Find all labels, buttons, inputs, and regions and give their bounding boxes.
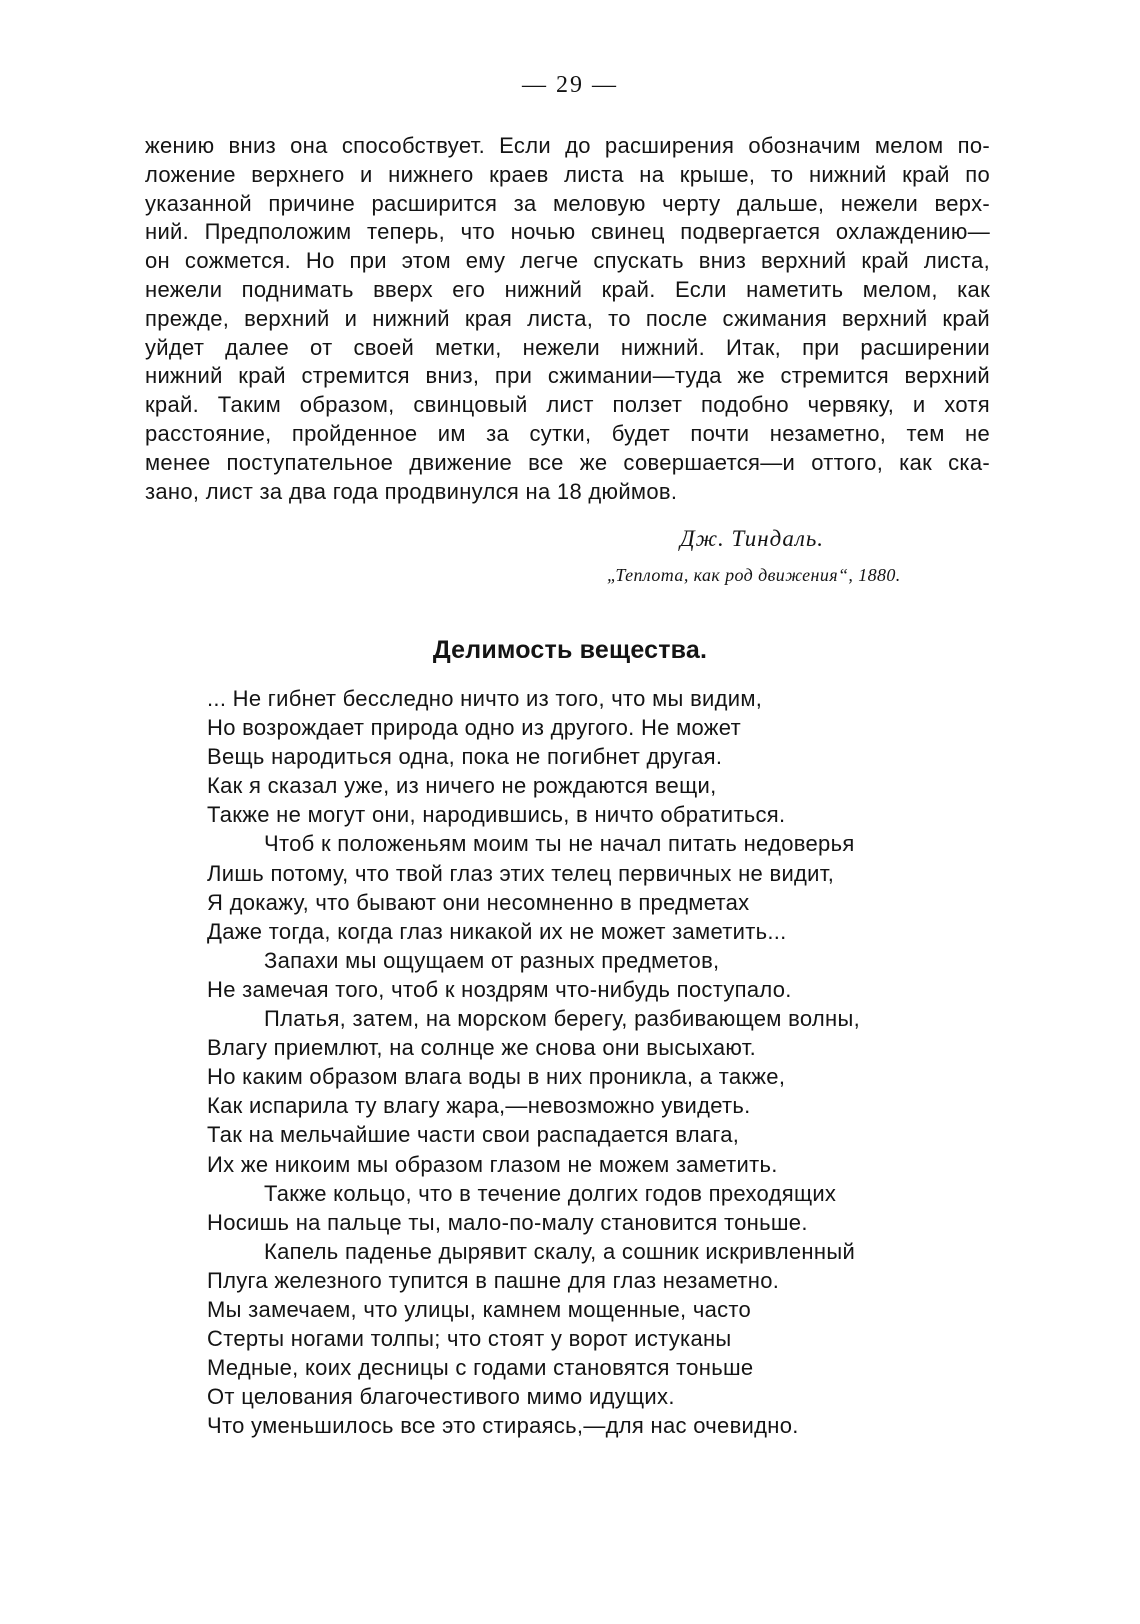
prose-line: нежели поднимать вверх его нижний край. Если наметить мелом, как: [145, 276, 990, 302]
prose-line: расстояние, пройденное им за сутки, будет почти незаметно, тем не: [145, 420, 990, 446]
verse-line: Мы замечаем, что улицы, камнем мощенные, часто: [207, 1296, 752, 1322]
prose-line: ложение верхнего и нижнего краев листа на крыше, то нижний край по: [145, 161, 990, 187]
prose-line: жению вниз она способствует. Если до расширения обозначим мелом по-: [145, 133, 990, 158]
verse-block: [207, 684, 927, 1440]
verse-line: Но каким образом влага воды в них проникла, а также,: [207, 1064, 786, 1090]
verse-line: Запахи мы ощущаем от разных предметов,: [264, 947, 720, 973]
citation-source: „Теплота, как род движения“, 1880.: [607, 565, 901, 585]
verse-line: Даже тогда, когда глаз никакой их не может заметить...: [207, 918, 787, 944]
prose-line: уйдет далее от своей метки, нежели нижний. Итак, при расширении: [145, 334, 990, 360]
verse-line: Как я сказал уже, из ничего не рождаются вещи,: [207, 773, 717, 799]
verse-line: ... Не гибнет бесследно ничто из того, что мы видим,: [207, 686, 763, 711]
verse-line: Стерты ногами толпы; что стоят у ворот истуканы: [207, 1326, 732, 1352]
prose-line: менее поступательное движение все же совершается—и оттого, как ска-: [145, 449, 990, 475]
verse-line: Капель паденье дырявит скалу, а сошник искривленный: [264, 1238, 856, 1264]
citation-author: Дж. Тиндаль.: [680, 526, 825, 551]
prose-line: нижний край стремится вниз, при сжимании—туда же стремится верхний: [145, 363, 990, 389]
verse-line: Также не могут они, народившись, в ничто обратиться.: [207, 802, 786, 828]
verse-line: Также кольцо, что в течение долгих годов преходящих: [264, 1180, 837, 1206]
prose-line: указанной причине расширится за меловую черту дальше, нежели верх-: [145, 190, 990, 216]
prose-line: он сожмется. Но при этом ему легче спускать вниз верхний край листа,: [145, 248, 990, 274]
verse-line: Их же никоим мы образом глазом не можем заметить.: [207, 1151, 778, 1177]
section-title: Делимость вещества.: [432, 636, 708, 664]
verse-line: Платья, затем, на морском берегу, разбивающем волны,: [264, 1006, 861, 1032]
prose-line: ний. Предположим теперь, что ночью свинец подвергается охлаждению—: [145, 219, 990, 245]
page-number: — 29 —: [522, 72, 618, 98]
verse-line: Но возрождает природа одно из другого. Не может: [207, 715, 741, 741]
verse-line: Вещь народиться одна, пока не погибнет другая.: [207, 744, 723, 770]
verse-line: Что уменьшилось все это стираясь,—для нас очевидно.: [207, 1413, 799, 1439]
prose-line: зано, лист за два года продвинулся на 18 дюймов.: [145, 478, 678, 504]
prose-paragraph: [145, 132, 990, 506]
prose-line: прежде, верхний и нижний края листа, то после сжимания верхний край: [145, 305, 990, 331]
verse-line: Плуга железного тупится в пашне для глаз незаметно.: [207, 1267, 780, 1293]
verse-line: От целования благочестивого мимо идущих.: [207, 1384, 675, 1410]
verse-line: Влагу приемлют, на солнце же снова они высыхают.: [207, 1035, 757, 1061]
verse-line: Не замечая того, чтоб к ноздрям что-нибудь поступало.: [207, 976, 792, 1002]
verse-line: Так на мельчайшие части свои распадается влага,: [207, 1122, 740, 1148]
verse-line: Носишь на пальце ты, мало-по-малу становится тоньше.: [207, 1209, 808, 1235]
verse-line: Чтоб к положеньям моим ты не начал питать недоверья: [264, 831, 855, 857]
verse-line: Я докажу, что бывают они несомненно в предметах: [207, 889, 750, 915]
verse-line: Как испарила ту влагу жара,—невозможно увидеть.: [207, 1093, 751, 1119]
verse-line: Медные, коих десницы с годами становятся тоньше: [207, 1355, 754, 1381]
prose-line: край. Таким образом, свинцовый лист ползет подобно червяку, и хотя: [145, 392, 990, 418]
verse-line: Лишь потому, что твой глаз этих телец первичных не видит,: [207, 860, 835, 886]
